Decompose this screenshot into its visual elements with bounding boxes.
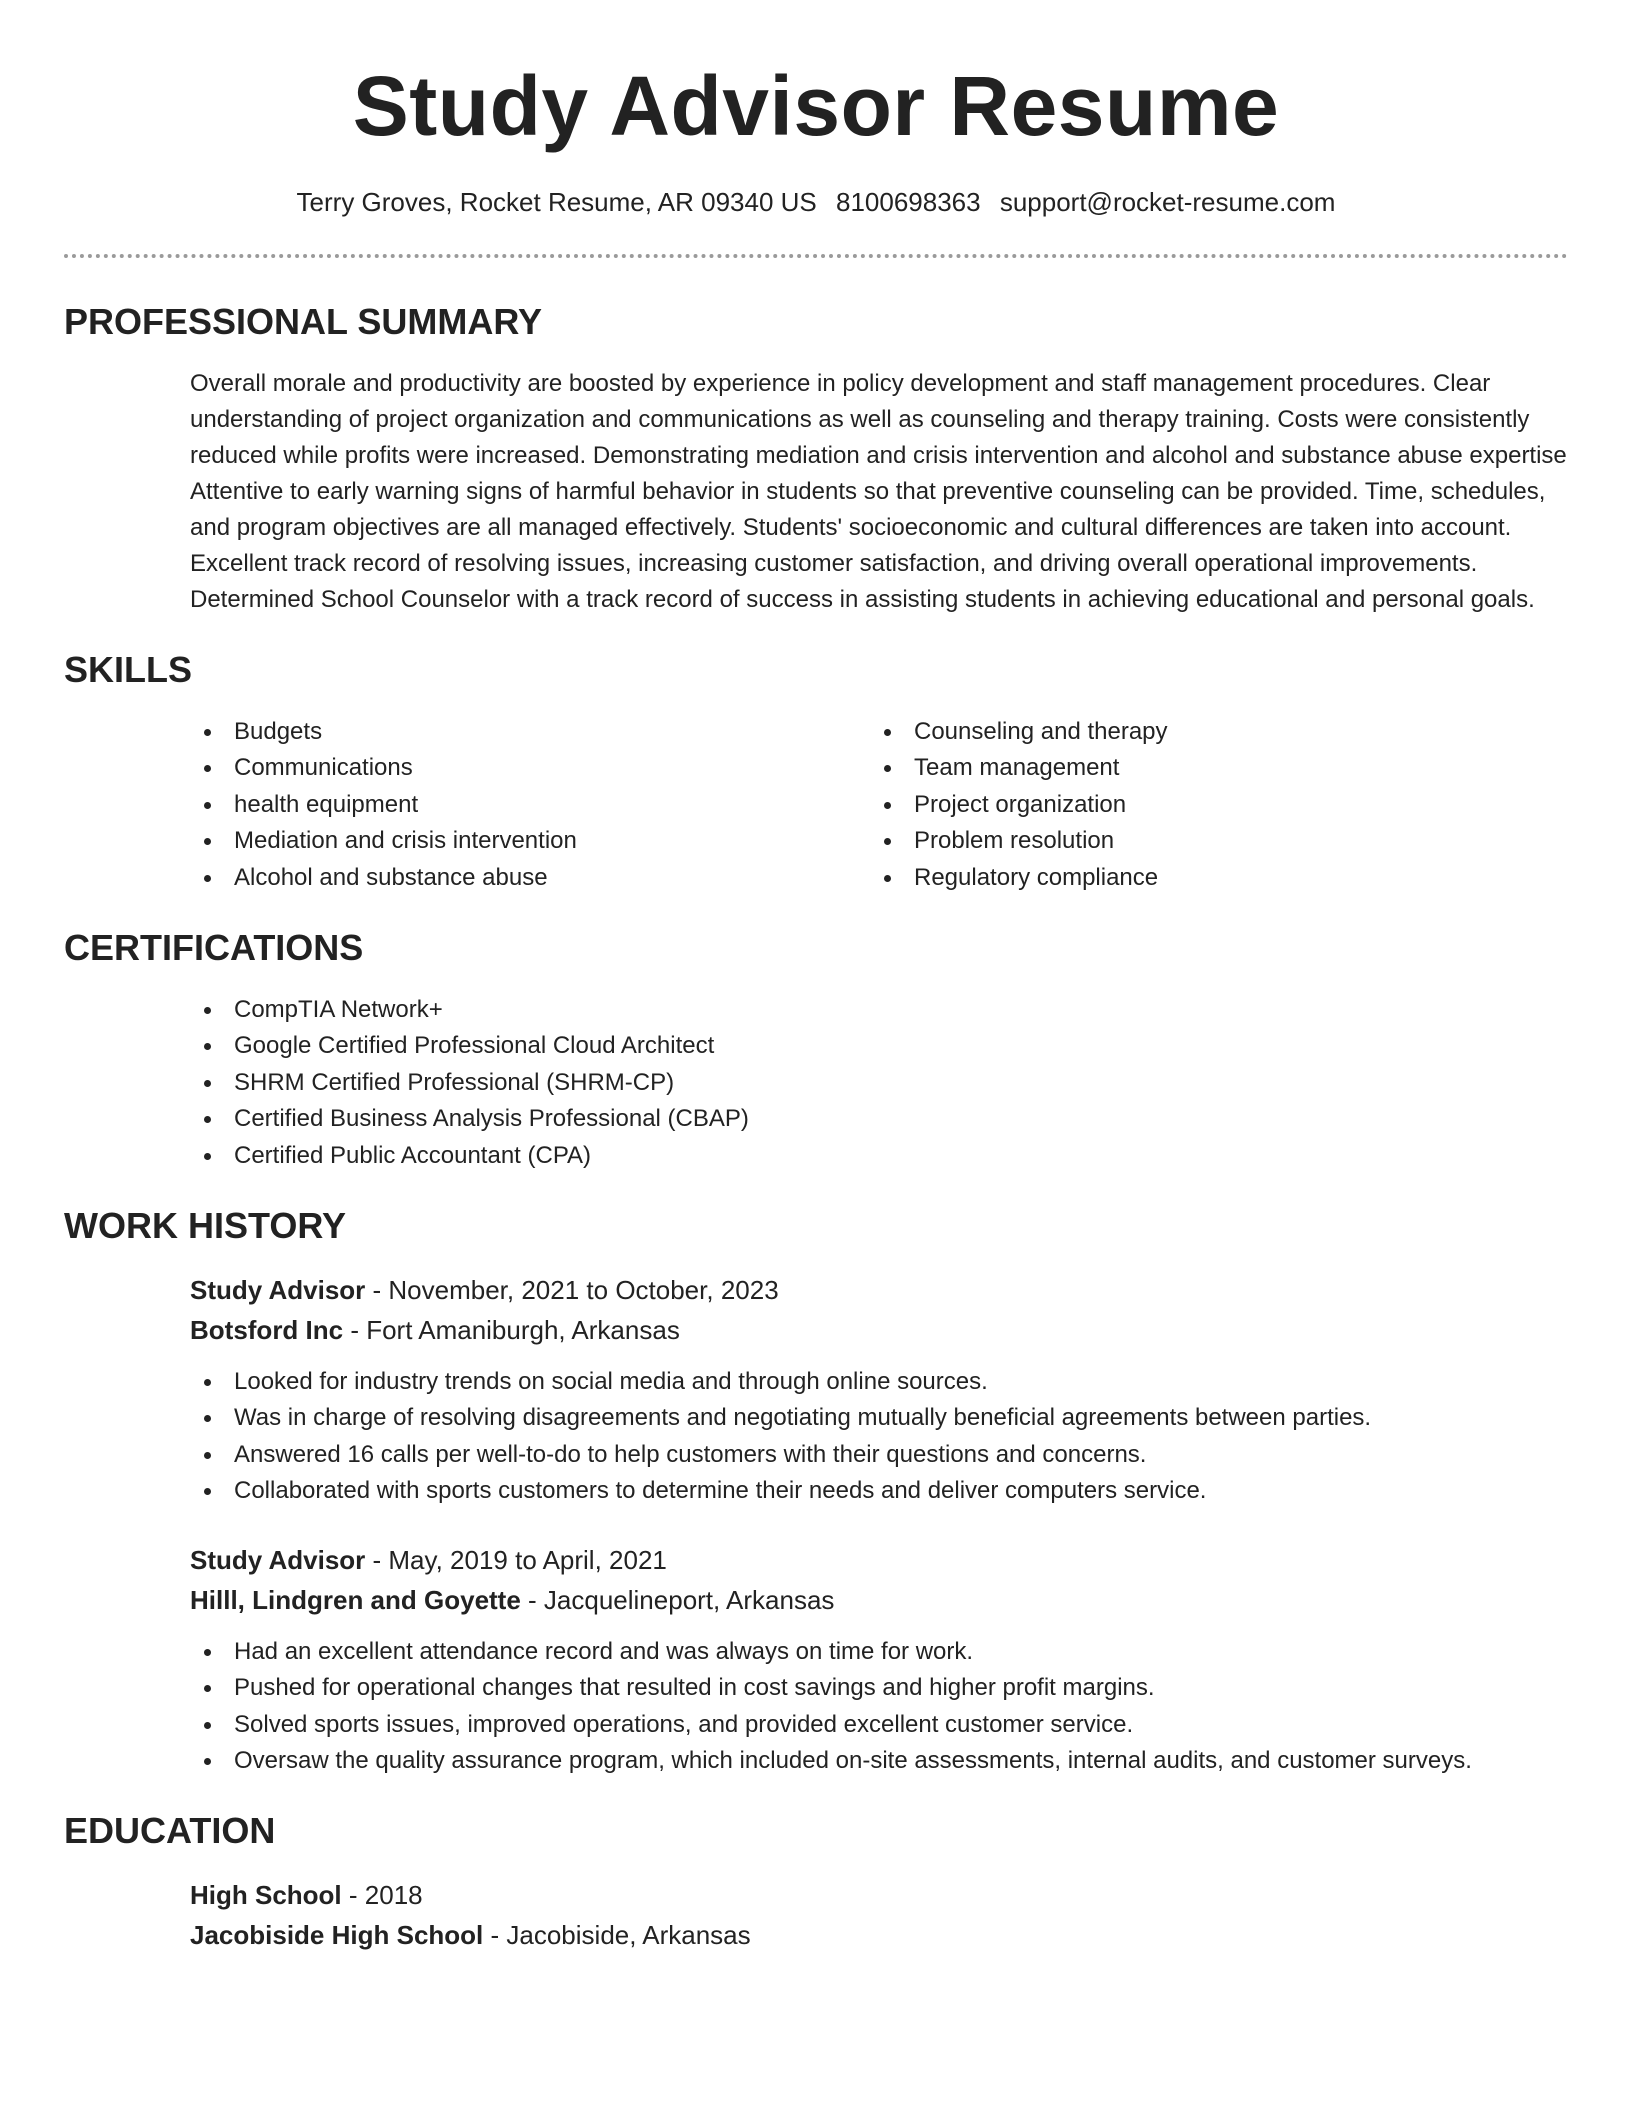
list-item: Budgets [190,714,870,750]
job-company: Botsford Inc [190,1315,344,1346]
job-bullets [64,1364,1568,1510]
list-item: health equipment [190,787,870,823]
list-item: CompTIA Network+ [190,992,1568,1028]
list-item: Certified Public Accountant (CPA) [190,1138,1568,1174]
skills-list-right [870,714,1550,896]
header-divider [64,254,1568,258]
skills-section [64,648,1568,896]
resume-title: Study Advisor Resume [352,59,1280,153]
list-item: Solved sports issues, improved operations, and provided excellent customer service. [190,1707,1568,1743]
work-section [64,1204,1568,1779]
certifications-section [64,926,1568,1174]
skills-grid [64,714,1568,896]
contact-phone: 8100698363 [835,187,981,217]
job-title: Study Advisor [190,1275,366,1306]
list-item: Counseling and therapy [870,714,1550,750]
list-item: Had an excellent attendance record and was always on time for work. [190,1634,1568,1670]
summary-heading: PROFESSIONAL SUMMARY [64,301,543,342]
list-item: Project organization [870,787,1550,823]
job-dates: - November, 2021 to October, 2023 [365,1275,779,1306]
job-location: - Fort Amaniburgh, Arkansas [343,1315,680,1346]
job-title-line [190,1270,1568,1310]
job-title: Study Advisor [190,1544,366,1575]
contact-line [64,184,1568,220]
job-company: Hilll, Lindgren and Goyette [190,1584,521,1615]
list-item: Google Certified Professional Cloud Architect [190,1028,1568,1064]
education-entry [64,1875,1568,1955]
education-school-line [190,1915,1568,1955]
summary-text: Overall morale and productivity are boosted by experience in policy development and staff management procedures. Clear understanding of project organization and communications as well as counseling and therapy training. Costs were consistently reduced while profits were increased. Demonstrating mediation and crisis intervention and alcohol and substance abuse expertise Attentive to early warning signs of harmful behavior in students so that preventive counseling can be provided. Time, schedules, and program objectives are all managed effectively. Students' socioeconomic and cultural differences are taken into account. Excellent track record of resolving issues, increasing customer satisfaction, and driving overall operational improvements. Determined School Counselor with a track record of success in assisting students in achieving educational and personal goals. [190,370,1567,613]
job-company-line [190,1580,1568,1620]
list-item: Collaborated with sports customers to determine their needs and deliver computers service. [190,1473,1568,1509]
list-item: Regulatory compliance [870,860,1550,896]
contact-address: Terry Groves, Rocket Resume, AR 09340 US [296,187,817,217]
list-item: Certified Business Analysis Professional (CBAP) [190,1101,1568,1137]
job-entry [64,1540,1568,1780]
job-title-line [190,1540,1568,1580]
job-location: - Jacquelineport, Arkansas [520,1584,835,1615]
list-item: SHRM Certified Professional (SHRM-CP) [190,1065,1568,1101]
job-dates: - May, 2019 to April, 2021 [365,1544,667,1575]
education-school: Jacobiside High School [190,1920,484,1951]
summary-section [64,300,1568,618]
list-item: Team management [870,750,1550,786]
job-entry [64,1270,1568,1510]
list-item: Oversaw the quality assurance program, which included on-site assessments, internal audits, and customer surveys. [190,1743,1568,1779]
skills-list-left [190,714,870,896]
job-company-line [190,1310,1568,1350]
job-bullets [64,1634,1568,1780]
work-heading: WORK HISTORY [64,1205,347,1247]
contact-email[interactable]: support@rocket-resume.com [999,187,1336,217]
skills-heading: SKILLS [64,649,193,690]
certifications-heading: CERTIFICATIONS [64,927,364,969]
education-degree-line [190,1875,1568,1915]
education-location: - Jacobiside, Arkansas [483,1920,751,1951]
education-section [64,1809,1568,1955]
certifications-list [64,992,1568,1174]
list-item: Was in charge of resolving disagreements and negotiating mutually beneficial agreements between parties. [190,1400,1568,1436]
list-item: Alcohol and substance abuse [190,860,870,896]
list-item: Looked for industry trends on social media and through online sources. [190,1364,1568,1400]
list-item: Pushed for operational changes that resulted in cost savings and higher profit margins. [190,1670,1568,1706]
list-item: Communications [190,750,870,786]
list-item: Mediation and crisis intervention [190,823,870,859]
list-item: Problem resolution [870,823,1550,859]
education-year: - 2018 [341,1880,423,1911]
list-item: Answered 16 calls per well-to-do to help customers with their questions and concerns. [190,1437,1568,1473]
education-degree: High School [190,1880,342,1911]
education-heading: EDUCATION [64,1810,276,1852]
